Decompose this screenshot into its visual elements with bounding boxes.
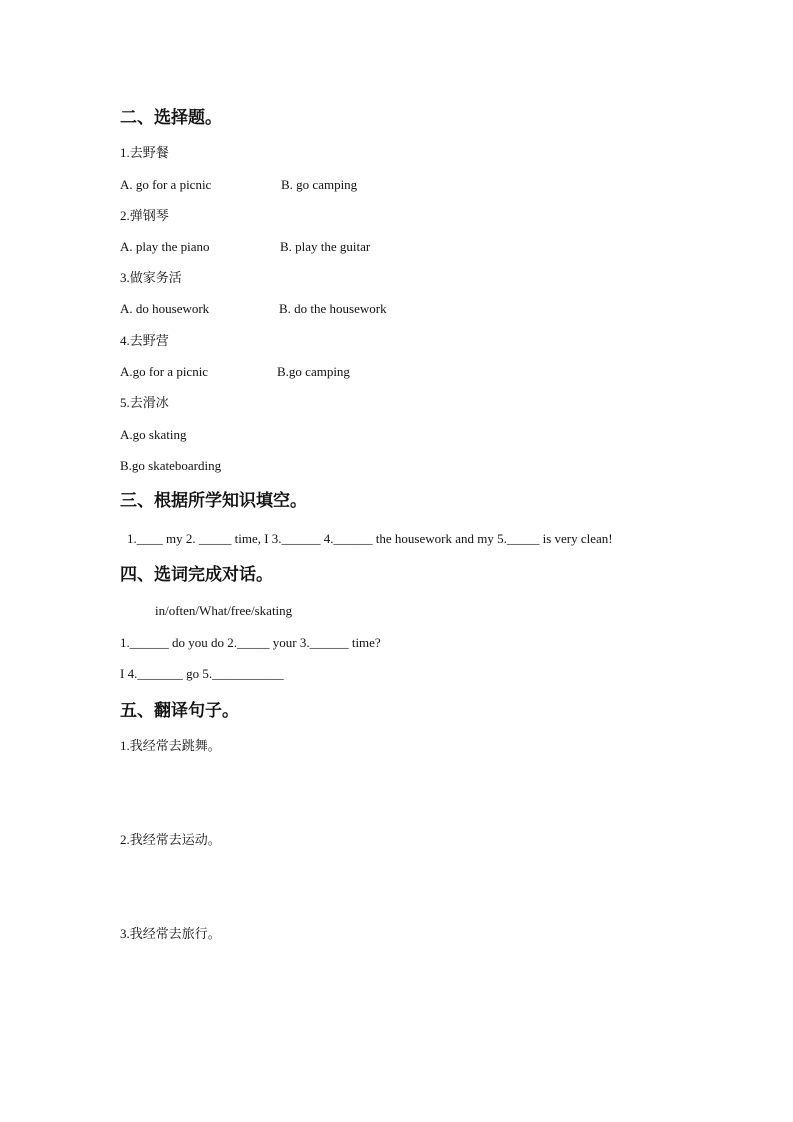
question-5-stem: 5.去滑冰	[120, 395, 169, 410]
question-3-option-b: B. do the housework	[279, 301, 387, 316]
dialogue-line-2: I 4._______ go 5.___________	[120, 666, 284, 681]
translate-question-1: 1.我经常去跳舞。	[120, 738, 221, 753]
question-1-option-a: A. go for a picnic	[120, 177, 212, 192]
section-5-heading: 五、翻译句子。	[120, 701, 239, 721]
question-3-stem: 3.做家务活	[120, 270, 182, 285]
question-5-option-a: A.go skating	[120, 427, 187, 442]
dialogue-line-1: 1.______ do you do 2._____ your 3.______ time?	[120, 635, 381, 650]
question-2-stem: 2.弹钢琴	[120, 208, 169, 223]
section-3-heading: 三、根据所学知识填空。	[120, 491, 307, 511]
question-2-option-a: A. play the piano	[120, 239, 210, 254]
fill-in-line: 1.____ my 2. _____ time, I 3.______ 4.______ the housework and my 5._____ is very clean!	[127, 531, 613, 546]
translate-question-3: 3.我经常去旅行。	[120, 926, 221, 941]
question-4-stem: 4.去野营	[120, 333, 169, 348]
question-5-option-b: B.go skateboarding	[120, 458, 222, 473]
question-2-option-b: B. play the guitar	[280, 239, 371, 254]
question-1-stem: 1.去野餐	[120, 145, 169, 160]
question-4-option-a: A.go for a picnic	[120, 364, 209, 379]
word-bank: in/often/What/free/skating	[155, 603, 293, 618]
translate-question-2: 2.我经常去运动。	[120, 832, 221, 847]
question-1-option-b: B. go camping	[281, 177, 358, 192]
section-4-heading: 四、选词完成对话。	[120, 565, 273, 585]
section-2-heading: 二、选择题。	[120, 108, 222, 128]
question-4-option-b: B.go camping	[277, 364, 350, 379]
question-3-option-a: A. do housework	[120, 301, 210, 316]
